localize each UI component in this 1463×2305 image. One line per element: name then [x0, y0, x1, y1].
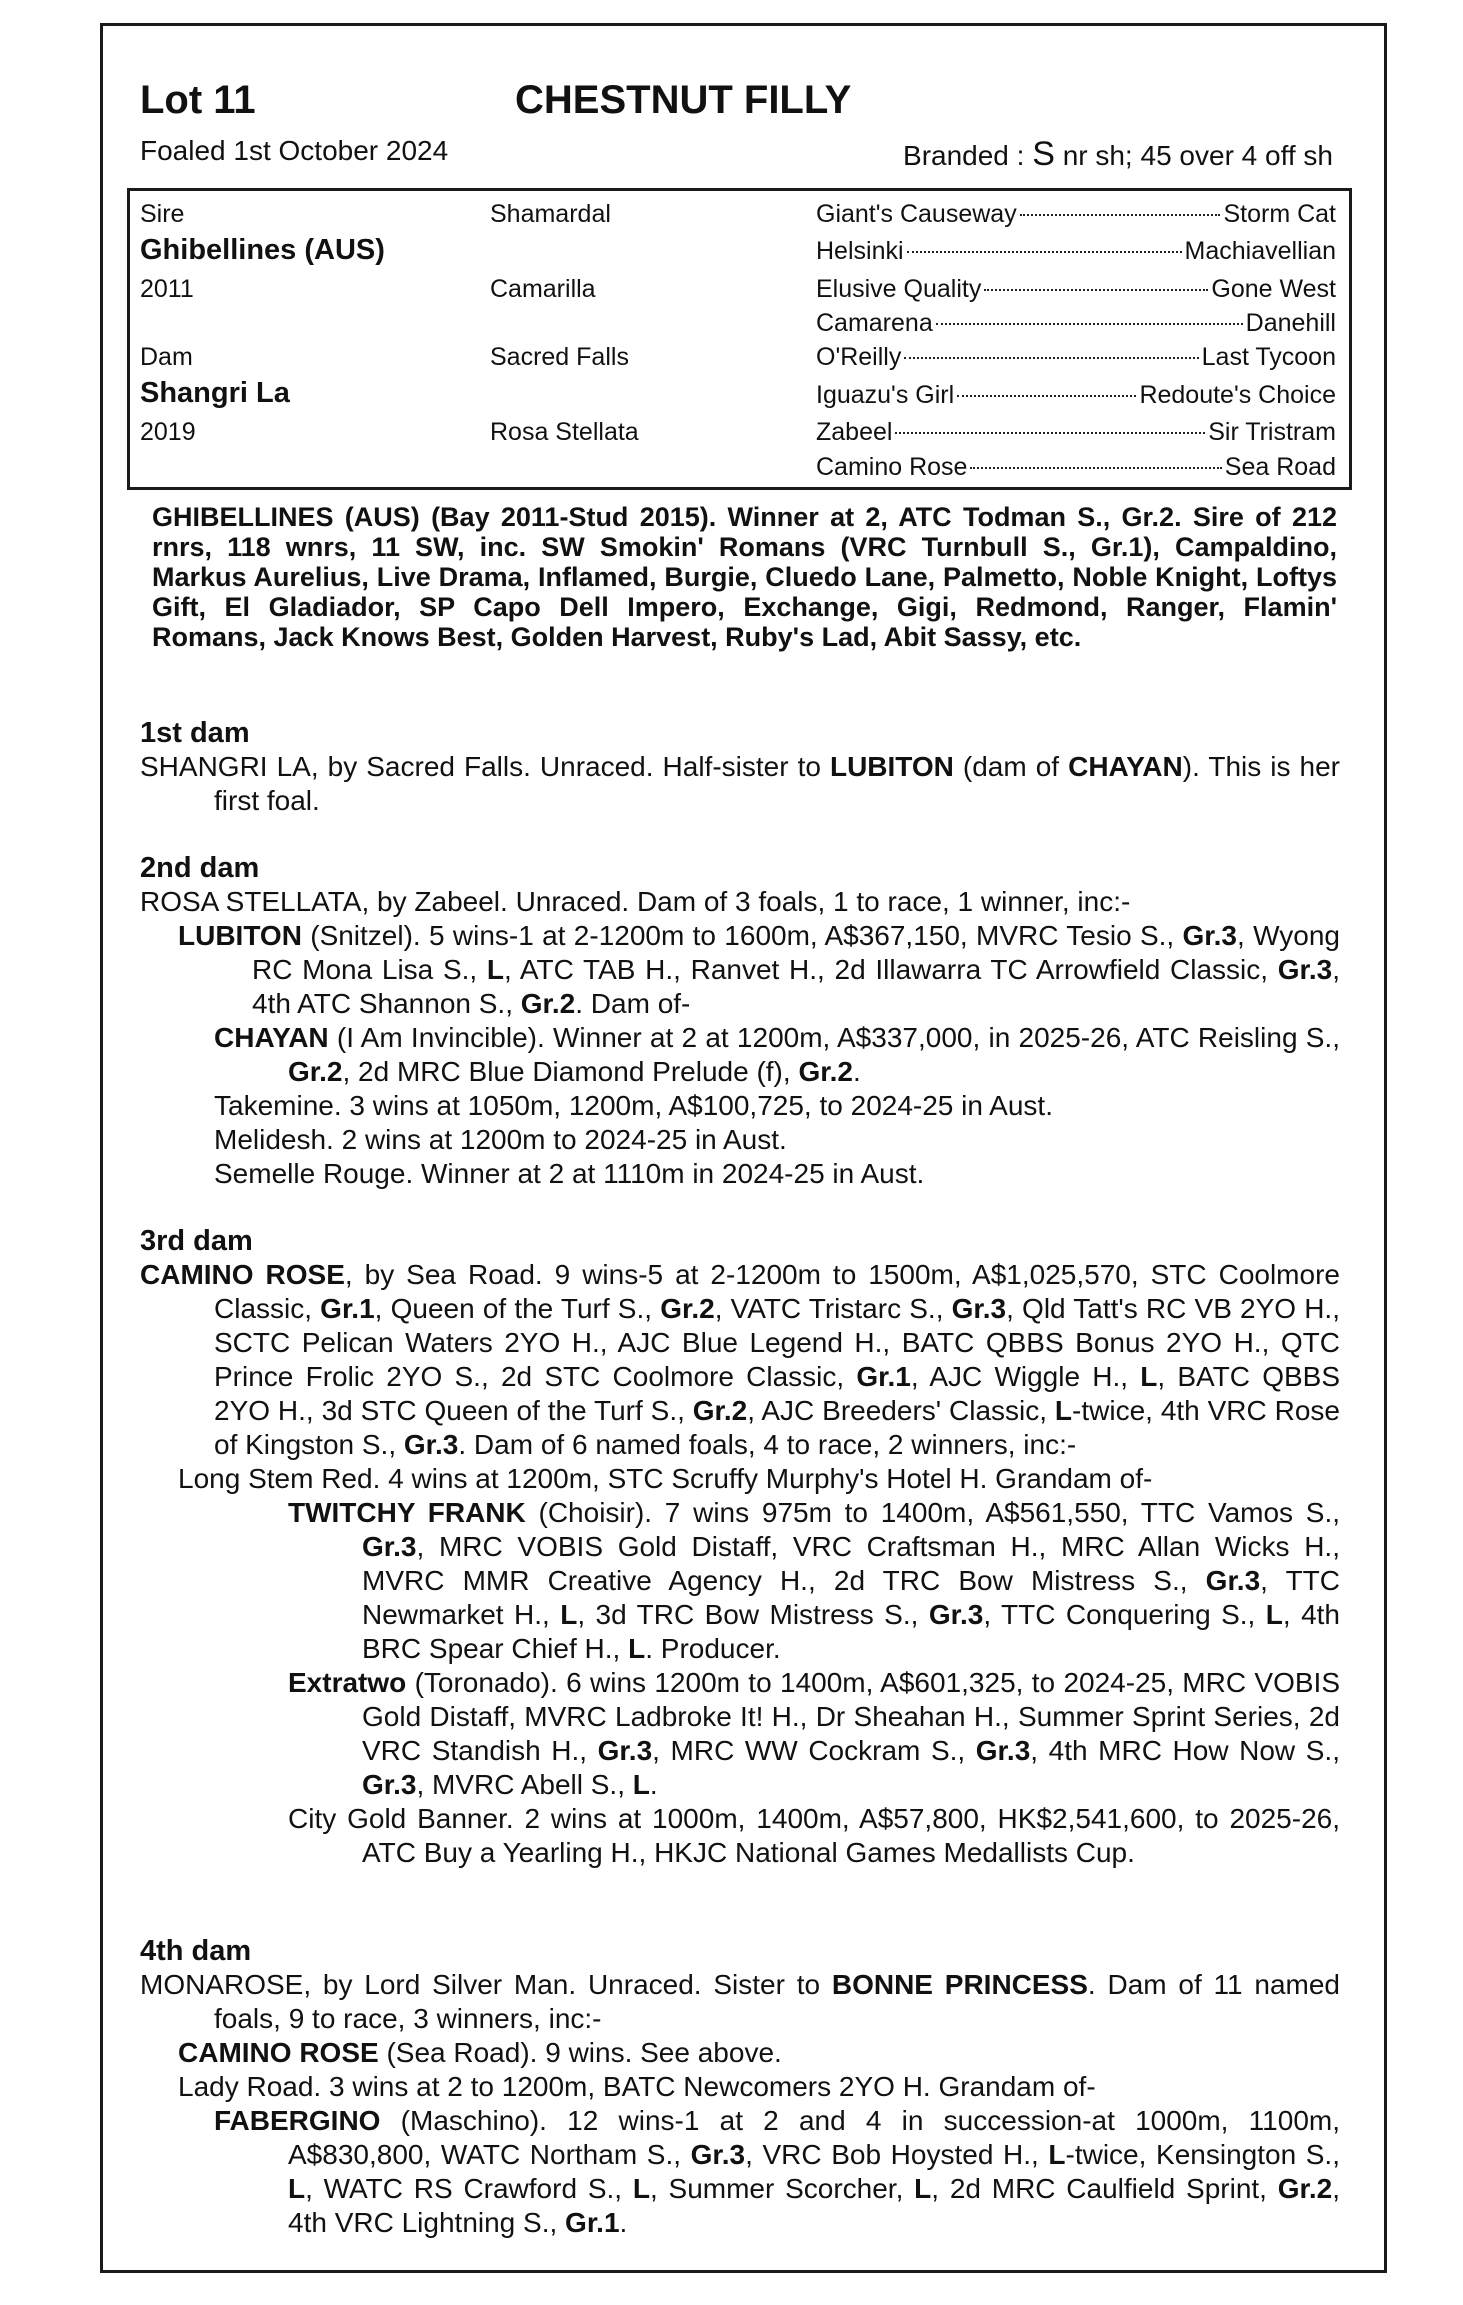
pedigree-g3-row: Camino Rose Sea Road	[816, 453, 1336, 481]
pedigree-g3-row: O'Reilly Last Tycoon	[816, 343, 1336, 371]
branded-info	[903, 135, 1333, 174]
dam-label: Dam	[140, 343, 193, 371]
sire-dam: Camarilla	[490, 275, 596, 303]
sire-name: Ghibellines (AUS)	[140, 234, 385, 266]
progeny-entry: TWITCHY FRANK (Choisir). 7 wins 975m to 1400m, A$561,550, TTC Vamos S., Gr.3, MRC VOBIS Gold Distaff, VRC Craftsman H., MRC Allan Wicks H., MVRC MMR Creative Agency H., 2d TRC Bow Mistress S., Gr.3, TTC Newmarket H., L, 3d TRC Bow Mistress S., Gr.3, TTC Conquering S., L, 4th BRC Spear Chief H., L. Producer.	[288, 1497, 1341, 1664]
progeny-entry: Takemine. 3 wins at 1050m, 1200m, A$100,725, to 2024-25 in Aust.	[214, 1090, 1053, 1121]
progeny-entry: City Gold Banner. 2 wins at 1000m, 1400m, A$57,800, HK$2,541,600, to 2025-26, ATC Buy a Yearling H., HKJC National Games Medallists Cup.	[288, 1803, 1340, 1868]
third-dam-section	[140, 1224, 1340, 1870]
progeny-entry: CHAYAN (I Am Invincible). Winner at 2 at 1200m, A$337,000, in 2025-26, ATC Reisling S., Gr.2, 2d MRC Blue Diamond Prelude (f), Gr.2.	[214, 1022, 1340, 1087]
pedigree-g3-row: Camarena Danehill	[816, 309, 1336, 337]
section-heading: 1st dam	[140, 717, 250, 749]
section-heading: 4th dam	[140, 1935, 252, 1967]
horse-name: CHAYAN	[214, 1022, 329, 1053]
foaled-date: Foaled 1st October 2024	[140, 135, 449, 166]
first-dam-section	[140, 716, 1340, 818]
pedigree-g3-row: Zabeel Sir Tristram	[816, 418, 1336, 446]
sire-year: 2011	[140, 275, 194, 303]
fourth-dam-section	[140, 1934, 1340, 2240]
horse-name: CHAYAN	[1068, 751, 1183, 782]
progeny-entry: Extratwo (Toronado). 6 wins 1200m to 1400m, A$601,325, to 2024-25, MRC VOBIS Gold Distaff, MVRC Ladbroke It! H., Dr Sheahan H., Summer Sprint Series, 2d VRC Standish H., Gr.3, MRC WW Cockram S., Gr.3, 4th MRC How Now S., Gr.3, MVRC Abell S., L.	[288, 1667, 1340, 1800]
page-title: CHESTNUT FILLY	[515, 78, 852, 122]
pedigree-g3-row: Helsinki Machiavellian	[816, 237, 1336, 265]
progeny-entry: Lady Road. 3 wins at 2 to 1200m, BATC Newcomers 2YO H. Grandam of-	[178, 2071, 1096, 2102]
sire-label: Sire	[140, 200, 185, 228]
dam-dam: Rosa Stellata	[490, 418, 639, 446]
lot-number: Lot 11	[140, 78, 256, 122]
horse-name: BONNE PRINCESS	[831, 1969, 1088, 2000]
progeny-entry: Long Stem Red. 4 wins at 1200m, STC Scruffy Murphy's Hotel H. Grandam of-	[178, 1463, 1153, 1494]
horse-name: CAMINO ROSE	[140, 1259, 345, 1290]
branded-label: Branded :	[903, 140, 1025, 171]
brand-mark-icon: S	[1032, 135, 1055, 173]
horse-name: FABERGINO	[214, 2105, 381, 2136]
pedigree-g3-row: Elusive Quality Gone West	[816, 275, 1336, 303]
branded-text: nr sh; 45 over 4 off sh	[1062, 140, 1333, 171]
sire-summary: GHIBELLINES (AUS) (Bay 2011-Stud 2015). Winner at 2, ATC Todman S., Gr.2. Sire of 212 rnrs, 118 wnrs, 11 SW, inc. SW Smokin' Romans (VRC Turnbull S., Gr.1), Campaldino, Markus Aurelius, Live Drama, Inflamed, Burgie, Cluedo Lane, Palmetto, Noble Knight, Loftys Gift, El Gladiador, SP Capo Dell Impero, Exchange, Gigi, Redmond, Ranger, Flamin' Romans, Jack Knows Best, Golden Harvest, Ruby's Lad, Abit Sassy, etc.	[152, 502, 1337, 652]
sire-sire: Shamardal	[490, 200, 611, 228]
dam-paragraph: MONAROSE, by Lord Silver Man. Unraced. Sister to BONNE PRINCESS. Dam of 11 named foals, 9 to race, 3 winners, inc:-	[140, 1969, 1341, 2034]
dam-sire: Sacred Falls	[490, 343, 629, 371]
horse-name: CAMINO ROSE	[178, 2037, 379, 2068]
dam-paragraph: ROSA STELLATA, by Zabeel. Unraced. Dam of 3 foals, 1 to race, 1 winner, inc:-	[140, 886, 1131, 917]
horse-name: TWITCHY FRANK	[288, 1497, 526, 1528]
section-heading: 3rd dam	[140, 1225, 253, 1257]
pedigree-g3-row: Giant's Causeway Storm Cat	[816, 200, 1336, 228]
second-dam-section	[140, 851, 1340, 1191]
horse-name: LUBITON	[178, 920, 302, 951]
section-heading: 2nd dam	[140, 852, 260, 884]
pedigree-g3-row: Iguazu's Girl Redoute's Choice	[816, 381, 1336, 409]
dam-paragraph: SHANGRI LA, by Sacred Falls. Unraced. Half-sister to LUBITON (dam of CHAYAN). This is her first foal.	[140, 751, 1341, 816]
horse-name: LUBITON	[829, 751, 954, 782]
dam-year: 2019	[140, 418, 196, 446]
progeny-entry: Semelle Rouge. Winner at 2 at 1110m in 2024-25 in Aust.	[214, 1158, 925, 1189]
progeny-entry: CAMINO ROSE (Sea Road). 9 wins. See above.	[178, 2037, 782, 2068]
horse-name: Extratwo	[288, 1667, 407, 1698]
progeny-entry: FABERGINO (Maschino). 12 wins-1 at 2 and 4 in succession-at 1000m, 1100m, A$830,800, WATC Northam S., Gr.3, VRC Bob Hoysted H., L-twice, Kensington S., L, WATC RS Crawford S., L, Summer Scorcher, L, 2d MRC Caulfield Sprint, Gr.2, 4th VRC Lightning S., Gr.1.	[214, 2105, 1341, 2238]
progeny-entry: Melidesh. 2 wins at 1200m to 2024-25 in Aust.	[214, 1124, 787, 1155]
dam-paragraph: CAMINO ROSE, by Sea Road. 9 wins-5 at 2-1200m to 1500m, A$1,025,570, STC Coolmore Classic, Gr.1, Queen of the Turf S., Gr.2, VATC Tristarc S., Gr.3, Qld Tatt's RC VB 2YO H., SCTC Pelican Waters 2YO H., AJC Blue Legend H., BATC QBBS Bonus 2YO H., QTC Prince Frolic 2YO S., 2d STC Coolmore Classic, Gr.1, AJC Wiggle H., L, BATC QBBS 2YO H., 3d STC Queen of the Turf S., Gr.2, AJC Breeders' Classic, L-twice, 4th VRC Rose of Kingston S., Gr.3. Dam of 6 named foals, 4 to race, 2 winners, inc:-	[140, 1259, 1341, 1460]
progeny-entry: LUBITON (Snitzel). 5 wins-1 at 2-1200m to 1600m, A$367,150, MVRC Tesio S., Gr.3, Wyong RC Mona Lisa S., L, ATC TAB H., Ranvet H., 2d Illawarra TC Arrowfield Classic, Gr.3, 4th ATC Shannon S., Gr.2. Dam of-	[178, 920, 1340, 1019]
dam-name: Shangri La	[140, 377, 290, 409]
